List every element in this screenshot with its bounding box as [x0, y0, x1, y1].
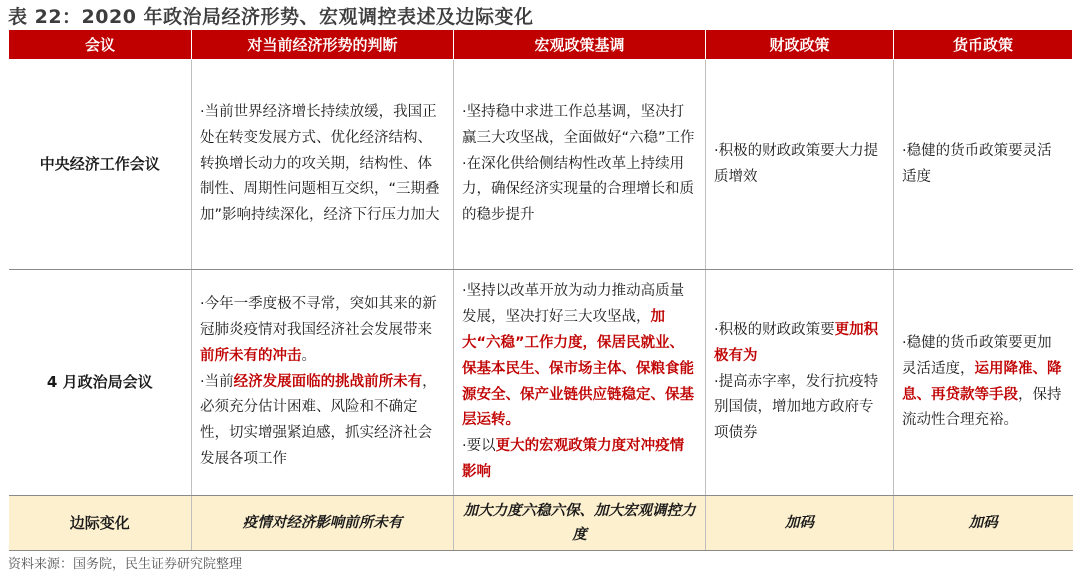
highlight-text: 加大“六稳”工作力度，保居民就业、保基本民生、保市场主体、保粮食能源安全、保产业链供应链稳定、保基层运转。 — [462, 309, 694, 429]
cell-paragraph — [902, 139, 1065, 191]
highlight-text: 经济发展面临的挑战前所未有 — [233, 373, 423, 390]
cell-paragraph — [462, 152, 697, 229]
cell-paragraph — [200, 100, 445, 229]
marginal-label-cell: 边际变化 — [9, 496, 192, 551]
meeting-cell: 中央经济工作会议 — [9, 60, 192, 270]
cell-text: ·坚持以改革开放为动力推动高质量发展，坚决打好三大攻坚战， — [462, 283, 685, 326]
cell-text: ·坚持稳中求进工作总基调，坚决打赢三大攻坚战，全面做好“六稳”工作 — [462, 104, 695, 146]
header-macro-policy: 宏观政策基调 — [454, 30, 706, 60]
cell-text: ·今年一季度极不寻常，突如其来的新冠肺炎疫情对我国经济社会发展带来 — [200, 296, 437, 338]
header-row — [9, 30, 1073, 60]
judgment-cell — [192, 270, 454, 496]
cell-text: 。 — [301, 347, 316, 364]
macro-policy-cell — [454, 60, 706, 270]
marginal-change-row — [9, 496, 1073, 551]
header-fiscal-policy: 财政政策 — [706, 30, 894, 60]
cell-text: ·积极的财政政策要 — [714, 322, 835, 338]
cell-paragraph — [462, 279, 697, 434]
cell-text: ，保持流动性合理充裕。 — [902, 386, 1062, 429]
marginal-judgment-cell: 疫情对经济影响前所未有 — [192, 496, 454, 551]
cell-text: ·稳健的货币政策要灵活适度 — [902, 142, 1052, 185]
monetary-policy-cell — [894, 60, 1073, 270]
marginal-monetary-cell: 加码 — [894, 496, 1073, 551]
cell-text: ·当前 — [200, 373, 234, 390]
judgment-cell — [192, 60, 454, 270]
marginal-fiscal-cell: 加码 — [706, 496, 894, 551]
cell-text: ·稳健的货币政策要更加灵活适度， — [902, 334, 1052, 377]
meeting-cell: 4 月政治局会议 — [9, 270, 192, 496]
cell-text: ·积极的财政政策要大力提质增效 — [714, 142, 879, 185]
cell-paragraph — [714, 370, 885, 447]
cell-text: ·当前世界经济增长持续放缓，我国正处在转变发展方式、优化经济结构、转换增长动力的攻关期，结构性、体制性、周期性问题相互交织，“三期叠加”影响持续深化，经济下行压力加大 — [200, 104, 440, 224]
cell-paragraph — [902, 331, 1065, 434]
header-judgment: 对当前经济形势的判断 — [192, 30, 454, 60]
highlight-text: 更大的宏观政策力度对冲疫情影响 — [462, 438, 685, 480]
table-row — [9, 270, 1073, 496]
cell-paragraph — [462, 434, 697, 486]
cell-text: ·在深化供给侧结构性改革上持续用力，确保经济实现量的合理增长和质的稳步提升 — [462, 155, 694, 224]
highlight-text: 更加积极有为 — [714, 322, 879, 364]
monetary-policy-cell — [894, 270, 1073, 496]
fiscal-policy-cell — [706, 270, 894, 496]
cell-paragraph — [200, 370, 445, 473]
cell-text: ，必须充分估计困难、风险和不确定性，切实增强紧迫感，抓实经济社会发展各项工作 — [200, 373, 437, 467]
highlight-text: 运用降准、降息、再贷款等手段 — [902, 360, 1062, 403]
macro-policy-cell — [454, 270, 706, 496]
policy-table — [8, 30, 1073, 551]
fiscal-policy-cell — [706, 60, 894, 270]
source-note: 资料来源：国务院，民生证券研究院整理 — [8, 557, 243, 572]
header-meeting: 会议 — [9, 30, 192, 60]
cell-paragraph — [714, 318, 885, 370]
cell-paragraph — [714, 139, 885, 191]
table-row — [9, 60, 1073, 270]
cell-text: ·提高赤字率，发行抗疫特别国债，增加地方政府专项债券 — [714, 373, 879, 442]
cell-paragraph — [462, 100, 697, 152]
header-monetary-policy: 货币政策 — [894, 30, 1073, 60]
cell-paragraph — [200, 292, 445, 369]
table-title: 表 22：2020 年政治局经济形势、宏观调控表述及边际变化 — [8, 6, 534, 28]
cell-text: ·要以 — [462, 438, 496, 455]
highlight-text: 前所未有的冲击 — [200, 347, 302, 364]
marginal-macro-cell: 加大力度六稳六保、加大宏观调控力度 — [454, 496, 706, 551]
